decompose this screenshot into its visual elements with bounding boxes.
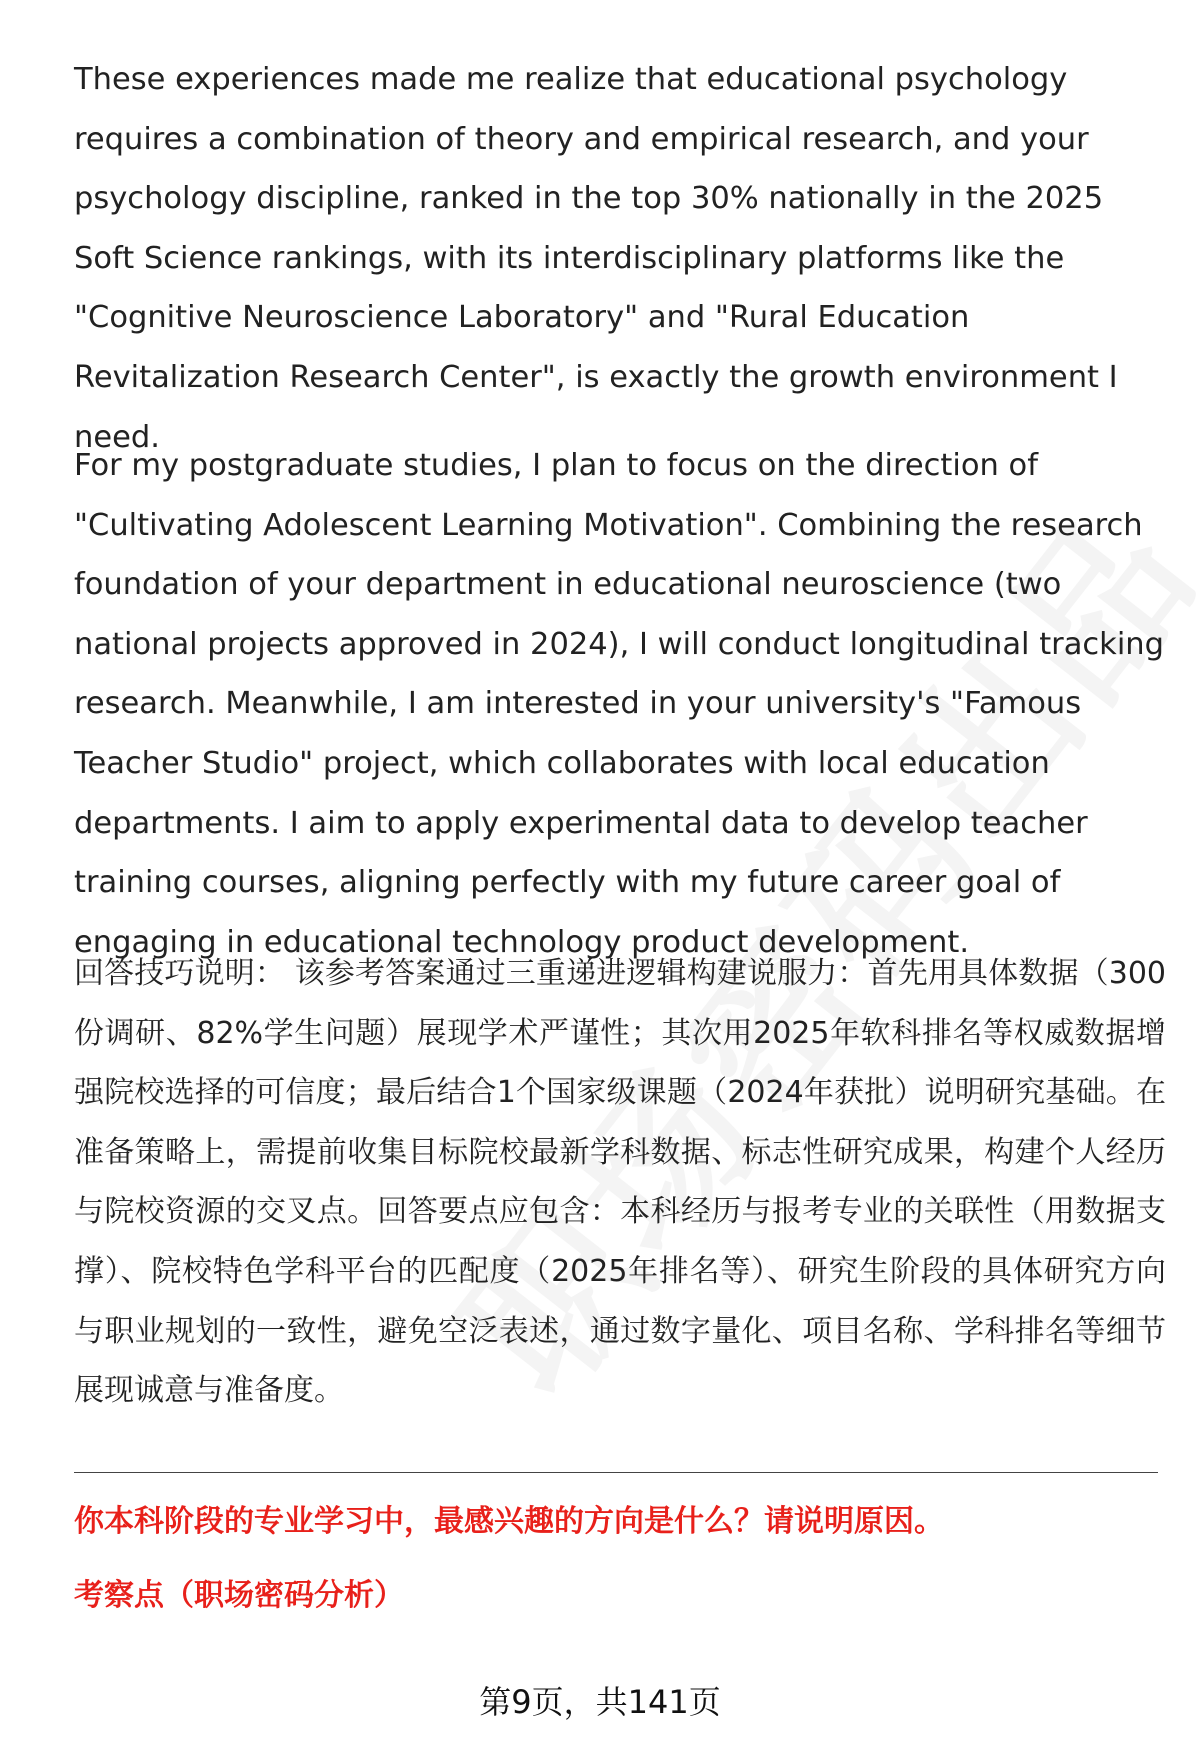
body-paragraph-2: For my postgraduate studies, I plan to focus on the direction of "Cultivating Adolescent Learning Motivation". Combining the research foundation of your department in educational neuroscience (two national projects approved in 2024), I will conduct longitudinal tracking research. Meanwhile, I am interested in your university's "Famous Teacher Studio" project, which collaborates with local education departments. I aim to apply experimental data to develop teacher training courses, aligning perfectly with my future career goal of engaging in educational technology product development. — [74, 448, 1164, 960]
answer-tips-paragraph: 回答技巧说明： 该参考答案通过三重递进逻辑构建说服力：首先用具体数据（300份调研、82%学生问题）展现学术严谨性；其次用2025年软科排名等权威数据增强院校选择的可信度；最后结合1个国家级课题（2024年获批）说明研究基础。在准备策略上，需提前收集目标院校最新学科数据、标志性研究成果，构建个人经历与院校资源的交叉点。回答要点应包含：本科经历与报考专业的关联性（用数据支撑）、院校特色学科平台的匹配度（2025年排名等）、研究生阶段的具体研究方向与职业规划的一致性，避免空泛表述，通过数字量化、项目名称、学科排名等细节展现诚意与准备度。 — [74, 956, 1166, 1409]
assessment-point-label: 考察点（职场密码分析） — [74, 1578, 404, 1613]
question-heading: 你本科阶段的专业学习中，最感兴趣的方向是什么？请说明原因。 — [74, 1504, 944, 1539]
page-number: 第9页，共141页 — [479, 1683, 721, 1721]
section-divider — [74, 1472, 1158, 1473]
body-paragraph-1: These experiences made me realize that educational psychology requires a combination of theory and empirical research, and your psychology discipline, ranked in the top 30% nationally in the 2025 Soft Science rankings, with its interdisciplinary platforms like the "Cognitive Neuroscience Laboratory" and "Rural Education Revitalization Research Center", is exactly the growth environment I need. — [74, 62, 1118, 455]
